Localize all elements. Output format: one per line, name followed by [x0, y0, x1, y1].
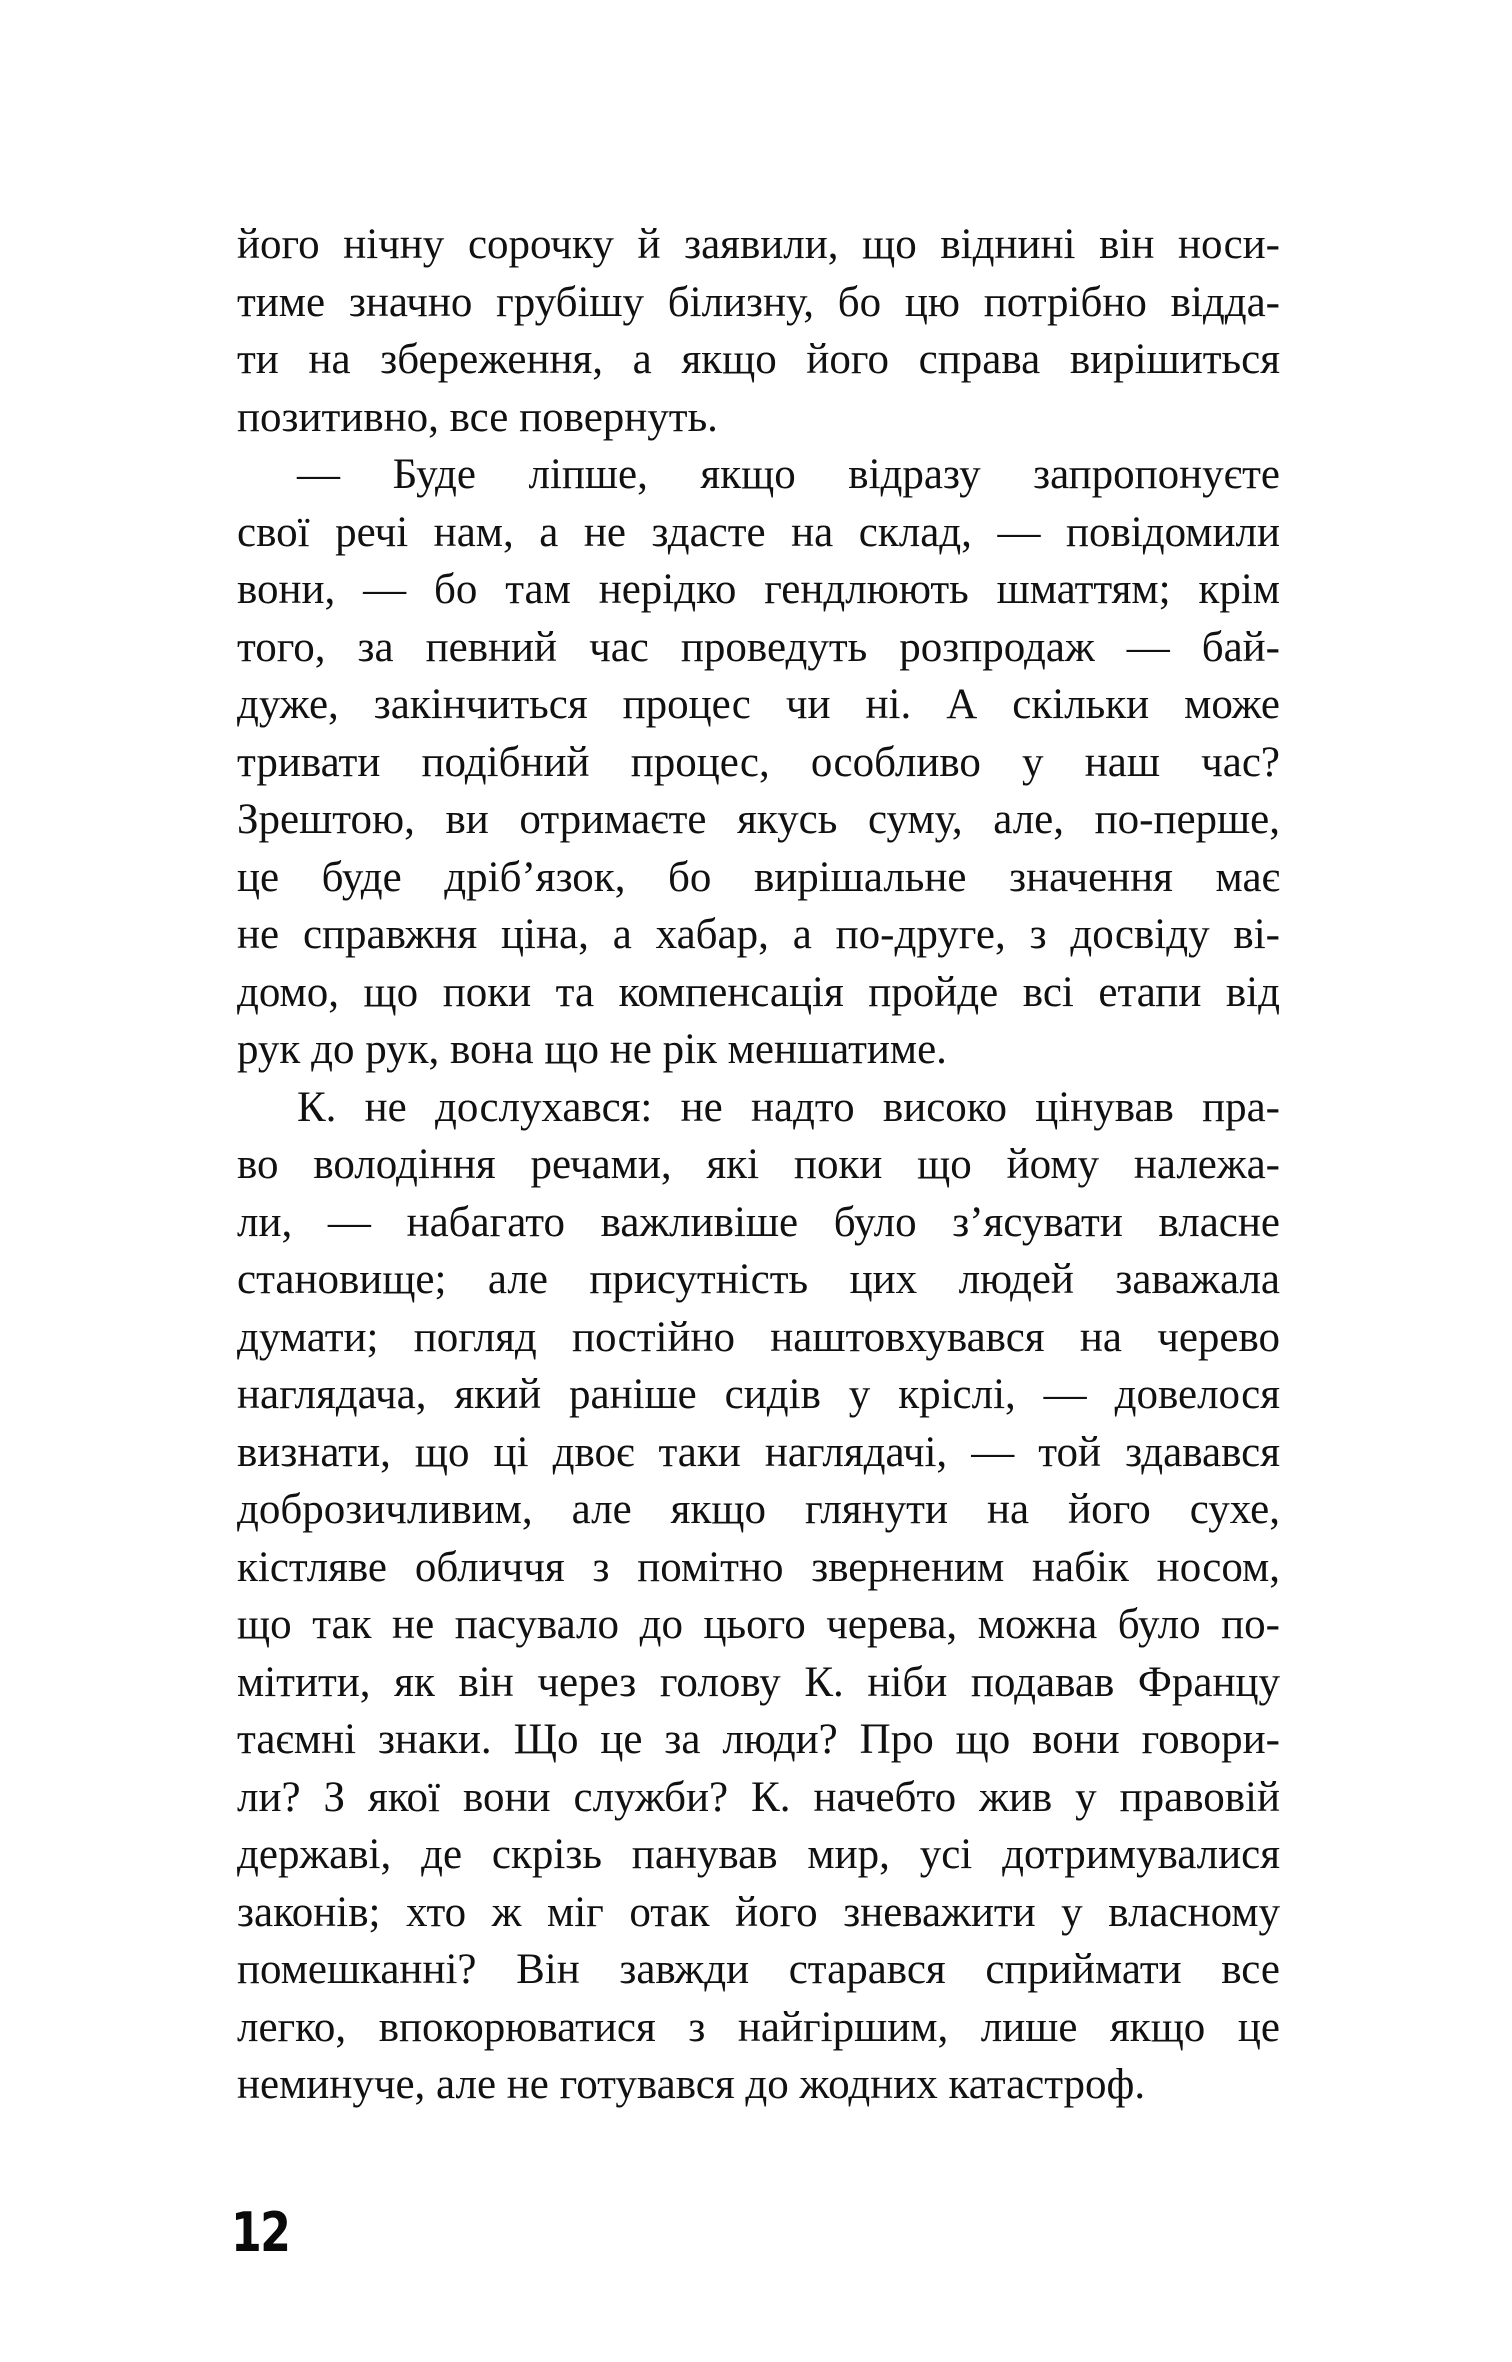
text-line: визнати, що ці двоє таки наглядачі, — той здавався [237, 1428, 1280, 1476]
text-line: таємні знаки. Що це за люди? Про що вони говори- [237, 1716, 1280, 1763]
text-line: того, за певний час проведуть розпродаж — бай- [237, 623, 1280, 671]
text-line: його нічну сорочку й заявили, що віднині він носи- [237, 221, 1280, 268]
text-line: рук до рук, вона що не рік меншатиме. [237, 1026, 947, 1073]
text-line: дуже, закінчиться процес чи ні. А скільки може [237, 681, 1280, 728]
text-line: домо, що поки та компенсація пройде всі етапи від [237, 968, 1280, 1016]
text-line: ли, — набагато важливіше було з’ясувати власне [237, 1198, 1280, 1246]
text-line: тиме значно грубішу білизну, бо цю потрібно відда- [237, 278, 1280, 326]
text-line: мітити, як він через голову К. ніби подавав Францу [237, 1658, 1280, 1706]
text-line: державі, де скрізь панував мир, усі дотримувалися [237, 1831, 1280, 1878]
text-line: це буде дріб’язок, бо вирішальне значення має [237, 853, 1280, 901]
text-line: легко, впокорюватися з найгіршим, лише якщо це [237, 2003, 1280, 2051]
text-line: вони, — бо там нерідко гендлюють шматтям; крім [237, 566, 1280, 613]
text-line: помешканні? Він завжди старався сприймати все [237, 1946, 1280, 1993]
text-line: позитивно, все повернуть. [237, 393, 718, 441]
text-line: законів; хто ж міг отак його зневажити у власному [237, 1888, 1280, 1936]
text-line: кістляве обличчя з помітно зверненим набік носом, [237, 1543, 1280, 1591]
text-line: доброзичливим, але якщо глянути на його сухе, [237, 1486, 1280, 1533]
text-line: думати; погляд постійно наштовхувався на черево [237, 1313, 1280, 1361]
page-text-block [237, 216, 1280, 2114]
text-line: наглядача, який раніше сидів у кріслі, — довелося [237, 1371, 1280, 1418]
text-line: ти на збереження, а якщо його справа вирішиться [237, 336, 1280, 383]
paragraph [237, 1079, 1280, 2114]
text-line: що так не пасувало до цього черева, можна було по- [237, 1601, 1280, 1648]
page-number: 12 [231, 2201, 290, 2264]
text-line: Зрештою, ви отримаєте якусь суму, але, по-перше, [237, 796, 1280, 843]
text-line: становище; але присутність цих людей заважала [237, 1256, 1280, 1303]
text-line: — Буде ліпше, якщо відразу запропонуєте [297, 451, 1280, 498]
paragraph [237, 446, 1280, 1079]
text-line: во володіння речами, які поки що йому належа- [237, 1141, 1280, 1188]
text-line: не справжня ціна, а хабар, а по-друге, з досвіду ві- [237, 911, 1280, 958]
text-line: ли? З якої вони служби? К. начебто жив у правовій [237, 1773, 1280, 1821]
text-line: свої речі нам, а не здасте на склад, — повідомили [237, 508, 1280, 556]
paragraph [237, 216, 1280, 446]
text-line: К. не дослухався: не надто високо цінував пра- [297, 1083, 1280, 1131]
text-line: тривати подібний процес, особливо у наш час? [237, 738, 1280, 786]
text-line: неминуче, але не готувався до жодних катастроф. [237, 2061, 1146, 2108]
